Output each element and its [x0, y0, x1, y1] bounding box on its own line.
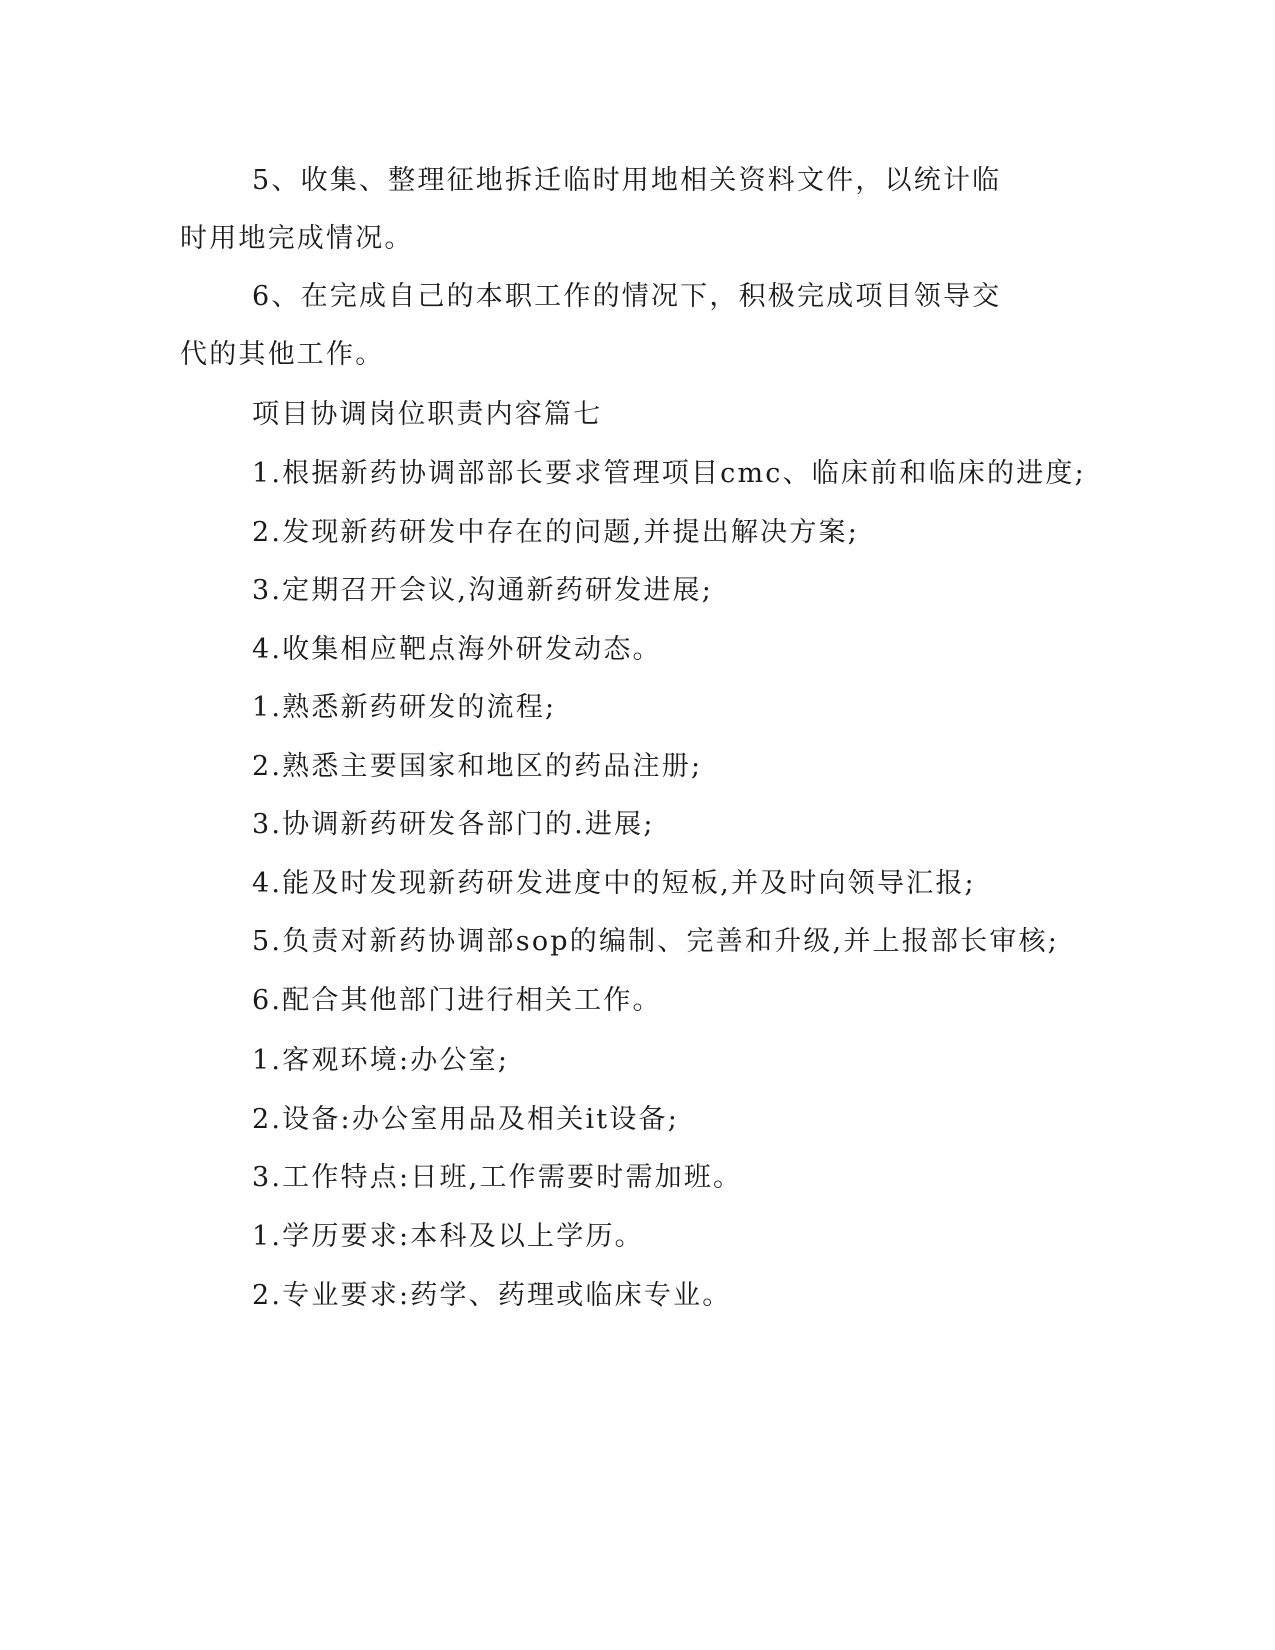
section-heading: 项目协调岗位职责内容篇七	[252, 399, 603, 430]
list-item: 4.能及时发现新药研发进度中的短板,并及时向领导汇报;	[252, 868, 976, 899]
paragraph-5: 5、收集、整理征地拆迁临时用地相关资料文件，以统计临时用地完成情况。	[180, 165, 1002, 254]
list-item: 5.负责对新药协调部sop的编制、完善和升级,并上报部长审核;	[252, 926, 1060, 957]
list-item: 2.熟悉主要国家和地区的药品注册;	[252, 751, 703, 782]
list-item: 1.客观环境:办公室;	[252, 1045, 510, 1076]
list-item: 3.工作特点:日班,工作需要时需加班。	[252, 1162, 743, 1193]
list-item: 1.根据新药协调部部长要求管理项目cmc、临床前和临床的进度;	[252, 458, 1086, 489]
list-item: 1.熟悉新药研发的流程;	[252, 692, 557, 723]
list-item: 2.设备:办公室用品及相关it设备;	[252, 1104, 680, 1135]
list-item: 3.协调新药研发各部门的.进展;	[252, 809, 655, 840]
list-item: 3.定期召开会议,沟通新药研发进展;	[252, 575, 714, 606]
list-item: 2.专业要求:药学、药理或临床专业。	[252, 1280, 732, 1311]
list-item: 2.发现新药研发中存在的问题,并提出解决方案;	[252, 517, 860, 548]
list-item: 4.收集相应靶点海外研发动态。	[252, 634, 662, 665]
paragraph-6: 6、在完成自己的本职工作的情况下，积极完成项目领导交代的其他工作。	[180, 281, 1002, 370]
list-item: 6.配合其他部门进行相关工作。	[252, 985, 662, 1016]
list-item: 1.学历要求:本科及以上学历。	[252, 1221, 644, 1252]
